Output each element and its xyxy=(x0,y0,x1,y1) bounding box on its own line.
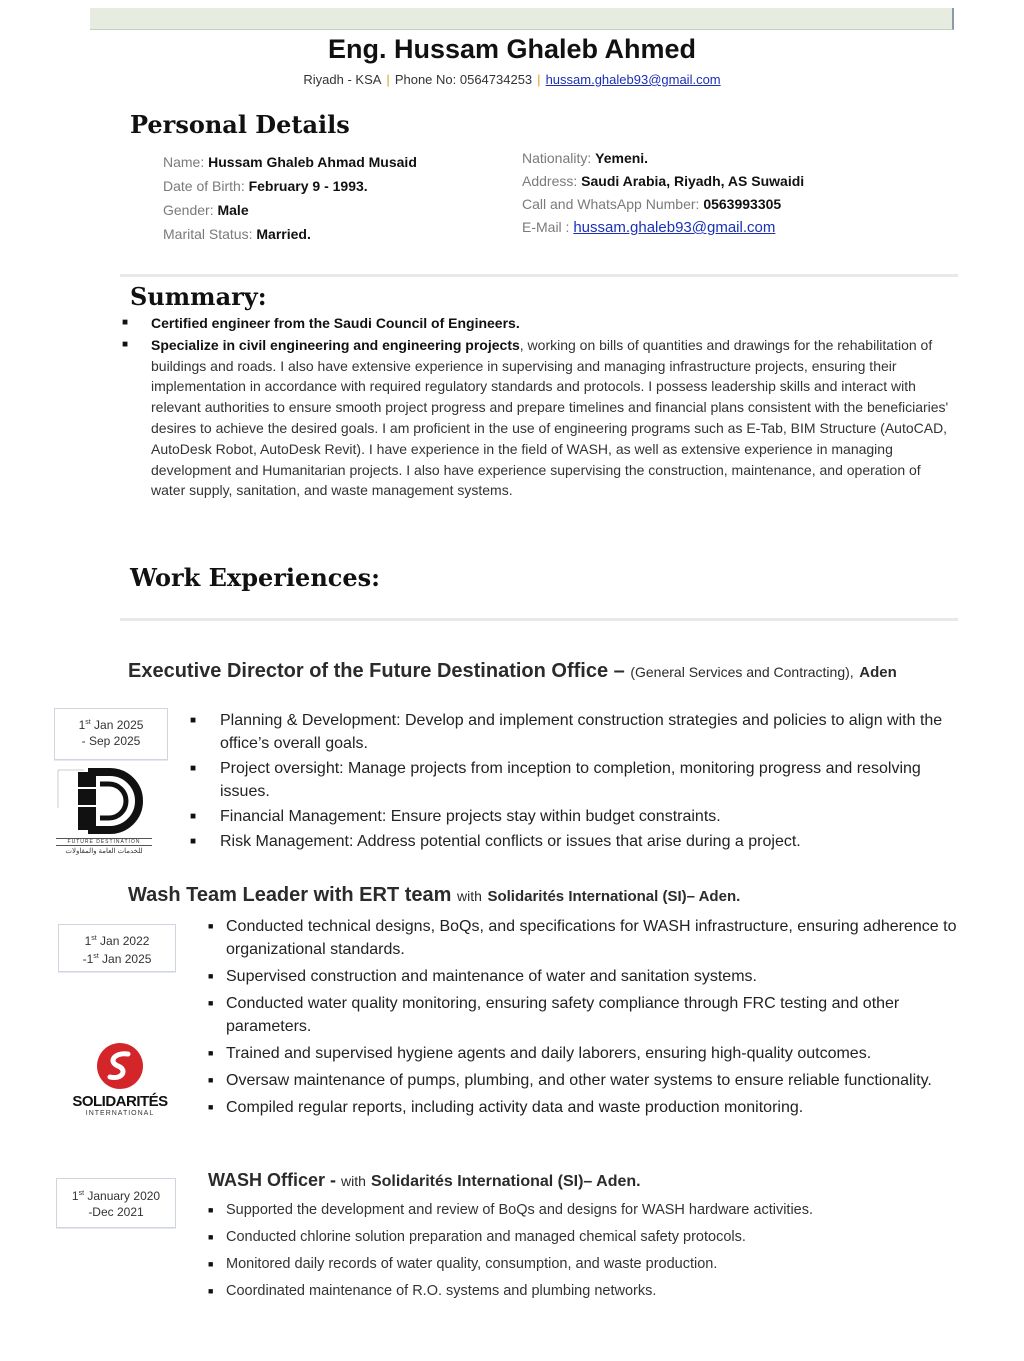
list-item: ■ Compiled regular reports, including activity data and waste production monitoring. xyxy=(208,1096,960,1119)
solidarites-logo-icon xyxy=(92,1042,148,1090)
work-experiences-heading: Work Experiences: xyxy=(130,563,381,592)
solidarites-logo xyxy=(70,1042,170,1122)
logo-caption-arabic: للخدمات العامة والمقاولات xyxy=(65,848,143,855)
job3-duties xyxy=(208,1200,960,1308)
personal-details-heading: Personal Details xyxy=(130,110,350,139)
header-band xyxy=(90,8,954,30)
list-item: ■ Trained and supervised hygiene agents and daily laborers, ensuring high-quality outcomes. xyxy=(208,1042,960,1065)
solidarites-logo-subtext: INTERNATIONAL xyxy=(85,1110,155,1117)
candidate-name: Eng. Hussam Ghaleb Ahmed xyxy=(327,34,697,64)
bullet-square-icon: ■ xyxy=(208,998,214,1008)
date-range-badge: 1st January 2020 -Dec 2021 xyxy=(56,1178,176,1228)
bullet-square-icon: ■ xyxy=(208,1259,214,1269)
email-link[interactable]: hussam.ghaleb93@gmail.com xyxy=(545,72,721,87)
detail-name: Name: Hussam Ghaleb Ahmad Musaid xyxy=(163,154,417,170)
date-range-badge: 1st Jan 2025 - Sep 2025 xyxy=(54,708,168,760)
bullet-square-icon: ■ xyxy=(208,1286,214,1296)
contact-line xyxy=(0,72,1024,87)
job-title-wash-officer: WASH Officer - with Solidarités International (SI)– Aden. xyxy=(208,1170,641,1190)
list-item: ■ Project oversight: Manage projects from inception to completion, monitoring progress and resolving issues. xyxy=(190,757,950,803)
detail-address: Address: Saudi Arabia, Riyadh, AS Suwaidi xyxy=(522,173,805,189)
list-item: ■ Conducted chlorine solution preparation and managed chemical safety protocols. xyxy=(208,1227,960,1248)
detail-dob: Date of Birth: February 9 - 1993. xyxy=(163,178,368,194)
solidarites-logo-text: SOLIDARITÉS xyxy=(72,1093,168,1110)
list-item: ■ Conducted technical designs, BoQs, and specifications for WASH infrastructure, ensuring adherence to organizational standards. xyxy=(208,915,960,961)
bullet-square-icon: ■ xyxy=(122,338,129,350)
detail-gender: Gender: Male xyxy=(163,202,249,218)
list-item: ■ Risk Management: Address potential conflicts or issues that arise during a project. xyxy=(190,830,950,853)
bullet-square-icon: ■ xyxy=(190,811,197,822)
separator: | xyxy=(386,72,390,87)
bullet-square-icon: ■ xyxy=(208,921,214,931)
list-item: ■ Supervised construction and maintenance of water and sanitation systems. xyxy=(208,965,960,988)
bullet-square-icon: ■ xyxy=(208,1102,214,1112)
location-text: Riyadh - KSA xyxy=(303,72,382,87)
bullet-square-icon: ■ xyxy=(208,971,214,981)
date-range-badge: 1st Jan 2022 -1st Jan 2025 xyxy=(58,924,176,972)
bullet-square-icon: ■ xyxy=(122,317,129,328)
personal-details-right xyxy=(522,147,804,239)
logo-caption: FUTURE DESTINATION xyxy=(56,838,152,846)
future-destination-logo xyxy=(54,760,154,860)
list-item: ■ Supported the development and review of BoQs and designs for WASH hardware activities. xyxy=(208,1200,960,1221)
job-title-wash-team-leader: Wash Team Leader with ERT team with Solidarités International (SI)– Aden. xyxy=(128,884,741,906)
detail-email: E-Mail : hussam.ghaleb93@gmail.com xyxy=(522,219,776,236)
list-item: ■ Certified engineer from the Saudi Council of Engineers. xyxy=(120,313,950,334)
job1-duties xyxy=(190,709,950,855)
detail-nationality: Nationality: Yemeni. xyxy=(522,150,649,166)
summary-heading: Summary: xyxy=(130,282,267,311)
list-item: ■ Financial Management: Ensure projects stay within budget constraints. xyxy=(190,805,950,828)
list-item: ■ Oversaw maintenance of pumps, plumbing, and other water systems to ensure reliable functionality. xyxy=(208,1069,960,1092)
bullet-square-icon: ■ xyxy=(190,715,197,726)
bullet-square-icon: ■ xyxy=(208,1048,214,1058)
section-divider xyxy=(120,274,958,277)
bullet-square-icon: ■ xyxy=(208,1232,214,1242)
personal-details-left xyxy=(163,150,417,246)
bullet-square-icon: ■ xyxy=(208,1205,214,1215)
list-item: ■ Monitored daily records of water quality, consumption, and waste production. xyxy=(208,1254,960,1275)
detail-email-link[interactable]: hussam.ghaleb93@gmail.com xyxy=(573,219,776,236)
phone-text: Phone No: 0564734253 xyxy=(394,72,533,87)
list-item: ■ Specialize in civil engineering and engineering projects, working on bills of quantities and drawings for the rehabilitation of buildings and roads. I also have extensive experience in supervising and managing infrastructure projects, ensuring their implementation in accordance with required regulatory standards and protocols. I possess leadership skills and interact with relevant authorities to ensure smooth project progress and prepare timelines and financial plans consistent with the beneficiaries' desires to achieve the desired goals. I am proficient in the use of engineering programs such as E-Tab, BIM Structure (AutoCAD, AutoDesk Robot, AutoDesk Revit). I have experience in the field of WASH, as well as extensive experience in managing development and Humanitarian projects. I also have experience supervising the construction, maintenance, and operation of water supply, sanitation, and waste management systems. xyxy=(122,336,949,499)
list-item: ■ Conducted water quality monitoring, ensuring safety compliance through FRC testing and other parameters. xyxy=(208,992,960,1038)
bullet-square-icon: ■ xyxy=(208,1075,214,1085)
section-divider xyxy=(120,618,958,621)
list-item: ■ Planning & Development: Develop and implement construction strategies and policies to align with the office’s overall goals. xyxy=(190,709,950,755)
job-title-executive-director: Executive Director of the Future Destination Office – (General Services and Contracting), Aden xyxy=(128,660,897,682)
separator: | xyxy=(537,72,541,87)
bullet-square-icon: ■ xyxy=(190,836,197,847)
summary-list xyxy=(120,313,950,502)
detail-marital-status: Marital Status: Married. xyxy=(163,226,311,242)
detail-phone: Call and WhatsApp Number: 0563993305 xyxy=(522,196,782,212)
list-item: ■ Coordinated maintenance of R.O. systems and plumbing networks. xyxy=(208,1281,960,1302)
job2-duties xyxy=(208,915,960,1123)
bullet-square-icon: ■ xyxy=(190,763,197,774)
